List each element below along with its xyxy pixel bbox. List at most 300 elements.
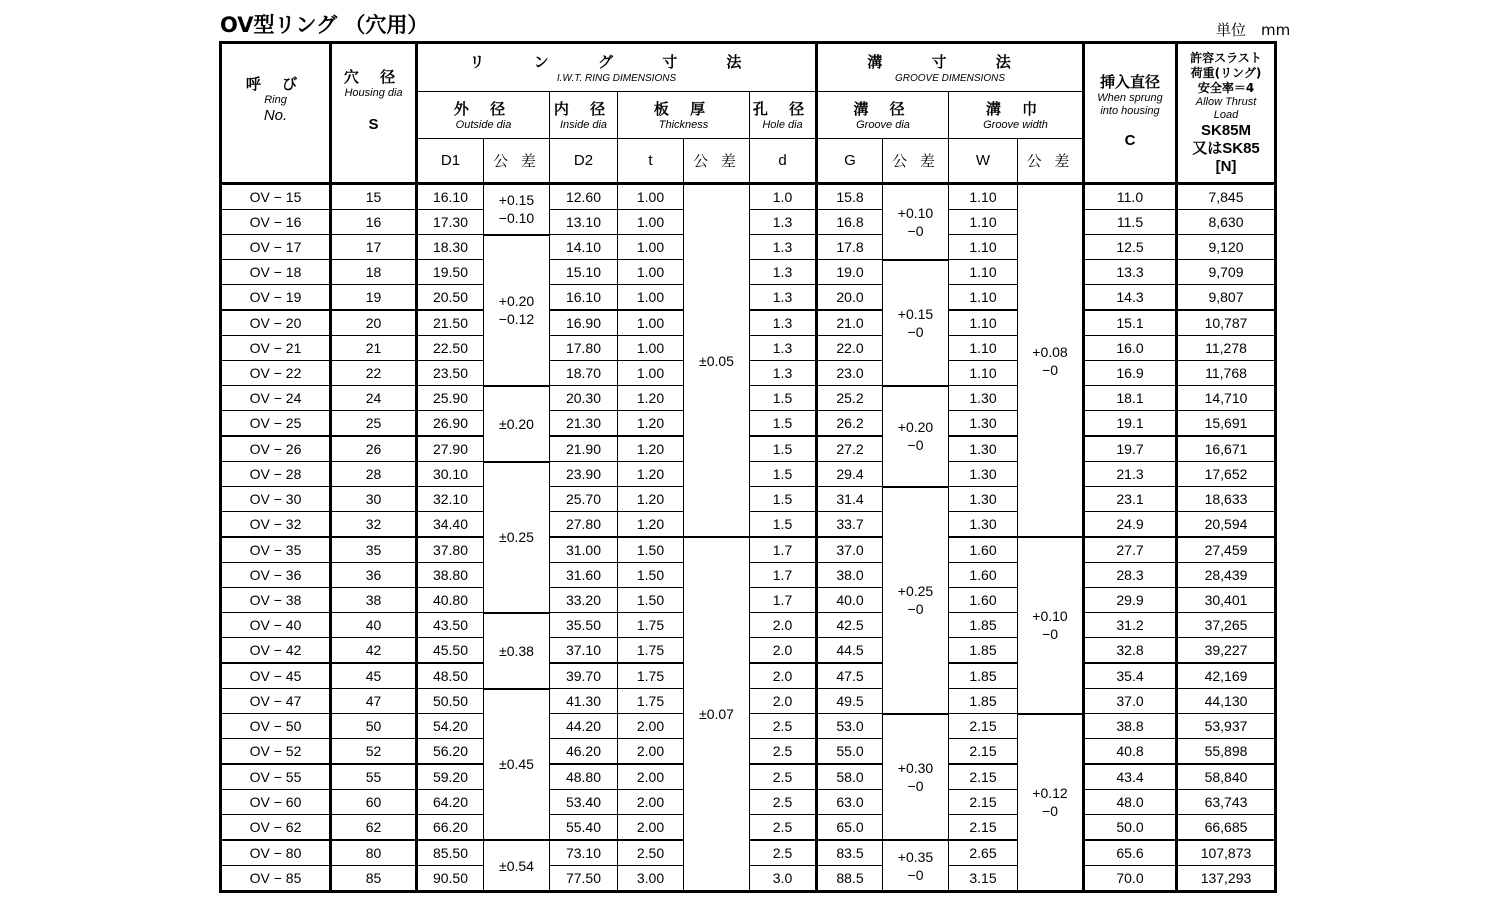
d2-cell: 16.10 [550, 285, 618, 311]
w-cell: 1.10 [949, 210, 1018, 235]
w-cell: 1.10 [949, 235, 1018, 260]
thrust-load-cell: 37,265 [1177, 613, 1276, 638]
hole-dia-cell: 1.5 [750, 487, 817, 512]
housing-en: Housing dia [344, 87, 403, 99]
thrust-en2: Load [1213, 108, 1239, 121]
header-groove-width [949, 92, 1084, 139]
g-cell: 49.5 [817, 689, 883, 714]
thrust-load-cell: 11,768 [1177, 361, 1276, 386]
thrust-jp2: 荷重(リング) [1190, 65, 1262, 80]
hole-dia-cell: 2.5 [750, 840, 817, 866]
hole-dia-cell: 1.3 [750, 210, 817, 235]
tolerance-upper: +0.20 [897, 419, 934, 435]
d1-cell: 20.50 [417, 285, 484, 311]
ring-no-en2: No. [263, 106, 288, 124]
tolerance-g [883, 386, 949, 487]
tolerance-g [883, 840, 949, 892]
header-w-tolerance: 公 差 [1018, 139, 1084, 184]
housing-dia-cell: 52 [331, 739, 417, 765]
hole-dia-cell: 1.5 [750, 436, 817, 462]
d1-cell: 43.50 [417, 613, 484, 638]
tolerance-t [684, 537, 750, 892]
insert-dia-cell: 18.1 [1084, 386, 1177, 411]
thickness-en: Thickness [658, 119, 709, 131]
thrust-load-cell: 55,898 [1177, 739, 1276, 765]
header-ring-no [221, 43, 331, 184]
housing-dia-cell: 19 [331, 285, 417, 311]
header-inside-dia [550, 92, 618, 139]
d1-cell: 27.90 [417, 436, 484, 462]
g-cell: 65.0 [817, 815, 883, 841]
thrust-load-cell: 107,873 [1177, 840, 1276, 866]
ring-no-cell: OV − 17 [221, 235, 331, 260]
g-cell: 55.0 [817, 739, 883, 765]
t-cell: 2.00 [618, 739, 684, 765]
t-cell: 2.00 [618, 714, 684, 739]
table-row [221, 184, 1276, 210]
d2-cell: 25.70 [550, 487, 618, 512]
housing-dia-cell: 16 [331, 210, 417, 235]
t-cell: 1.00 [618, 361, 684, 386]
tolerance-lower: −0.12 [498, 311, 535, 327]
tolerance-upper: +0.15 [498, 192, 535, 209]
t-cell: 1.75 [618, 613, 684, 638]
ring-dims-en: I.W.T. RING DIMENSIONS [556, 72, 677, 84]
w-cell: 1.10 [949, 260, 1018, 285]
tolerance-lower: −0 [907, 222, 924, 239]
w-cell: 1.85 [949, 663, 1018, 689]
t-cell: 1.00 [618, 260, 684, 285]
t-cell: 1.75 [618, 689, 684, 714]
thrust-load-cell: 18,633 [1177, 487, 1276, 512]
d2-cell: 21.90 [550, 436, 618, 462]
housing-dia-cell: 30 [331, 487, 417, 512]
tolerance-upper: ±0.38 [499, 642, 534, 659]
ring-no-cell: OV − 38 [221, 588, 331, 613]
ring-no-cell: OV − 55 [221, 764, 331, 790]
insert-dia-cell: 38.8 [1084, 714, 1177, 739]
ring-no-cell: OV − 52 [221, 739, 331, 765]
tolerance-upper: +0.25 [897, 583, 934, 599]
insert-dia-cell: 48.0 [1084, 790, 1177, 815]
w-cell: 2.15 [949, 764, 1018, 790]
ring-no-jp: 呼 び [245, 74, 306, 93]
housing-dia-cell: 25 [331, 411, 417, 437]
thrust-load-cell: 14,710 [1177, 386, 1276, 411]
d1-cell: 32.10 [417, 487, 484, 512]
ring-no-cell: OV − 50 [221, 714, 331, 739]
groove-dia-en: Groove dia [856, 119, 910, 131]
tolerance-upper: +0.35 [897, 848, 934, 865]
ring-no-cell: OV − 60 [221, 790, 331, 815]
insert-dia-cell: 19.7 [1084, 436, 1177, 462]
g-cell: 20.0 [817, 285, 883, 311]
tolerance-upper: ±0.05 [699, 352, 734, 369]
header-groove-dia [817, 92, 949, 139]
housing-dia-cell: 36 [331, 563, 417, 588]
ring-no-cell: OV − 16 [221, 210, 331, 235]
thrust-load-cell: 66,685 [1177, 815, 1276, 841]
ring-no-cell: OV − 30 [221, 487, 331, 512]
insert-dia-cell: 15.1 [1084, 310, 1177, 336]
housing-dia-cell: 60 [331, 790, 417, 815]
d2-cell: 20.30 [550, 386, 618, 411]
ring-no-cell: OV − 36 [221, 563, 331, 588]
g-cell: 33.7 [817, 512, 883, 538]
d2-cell: 23.90 [550, 462, 618, 487]
tolerance-lower: −0 [1042, 626, 1058, 643]
inside-en: Inside dia [559, 119, 608, 131]
thrust-load-cell: 30,401 [1177, 588, 1276, 613]
w-cell: 1.85 [949, 638, 1018, 664]
housing-dia-cell: 22 [331, 361, 417, 386]
ring-no-cell: OV − 18 [221, 260, 331, 285]
insert-dia-cell: 19.1 [1084, 411, 1177, 437]
header-sym-d1: D1 [417, 139, 484, 184]
page-title: OV型リング （穴用） [220, 13, 429, 37]
t-cell: 2.00 [618, 815, 684, 841]
thrust-load-cell: 28,439 [1177, 563, 1276, 588]
w-cell: 1.85 [949, 613, 1018, 638]
d1-cell: 19.50 [417, 260, 484, 285]
insert-dia-cell: 14.3 [1084, 285, 1177, 311]
tolerance-g [883, 487, 949, 714]
hole-jp: 孔 径 [752, 100, 813, 118]
d2-cell: 15.10 [550, 260, 618, 285]
g-cell: 21.0 [817, 310, 883, 336]
w-cell: 3.15 [949, 866, 1018, 892]
g-cell: 37.0 [817, 537, 883, 563]
tolerance-upper: +0.30 [897, 759, 934, 776]
header-housing-dia [331, 43, 417, 184]
ring-no-cell: OV − 20 [221, 310, 331, 336]
d1-cell: 22.50 [417, 336, 484, 361]
tolerance-w [1018, 537, 1084, 714]
housing-sym: S [368, 116, 379, 133]
outside-jp: 外 径 [453, 100, 514, 118]
thrust-load-cell: 44,130 [1177, 689, 1276, 714]
tolerance-lower: −0 [1042, 803, 1058, 820]
insert-dia-cell: 43.4 [1084, 764, 1177, 790]
w-cell: 1.30 [949, 411, 1018, 437]
housing-dia-cell: 50 [331, 714, 417, 739]
d1-cell: 38.80 [417, 563, 484, 588]
g-cell: 29.4 [817, 462, 883, 487]
ring-no-cell: OV − 35 [221, 537, 331, 563]
tolerance-upper: ±0.07 [699, 706, 734, 722]
header-sym-t: t [618, 139, 684, 184]
hole-dia-cell: 3.0 [750, 866, 817, 892]
d2-cell: 27.80 [550, 512, 618, 538]
housing-dia-cell: 32 [331, 512, 417, 538]
tolerance-d1 [484, 613, 550, 689]
t-cell: 1.00 [618, 285, 684, 311]
tolerance-lower: −0 [1042, 361, 1058, 378]
d1-cell: 48.50 [417, 663, 484, 689]
ring-no-cell: OV − 22 [221, 361, 331, 386]
insert-dia-cell: 65.6 [1084, 840, 1177, 866]
thrust-load-cell: 7,845 [1177, 184, 1276, 210]
insert-dia-cell: 12.5 [1084, 235, 1177, 260]
d2-cell: 21.30 [550, 411, 618, 437]
d1-cell: 26.90 [417, 411, 484, 437]
d1-cell: 64.20 [417, 790, 484, 815]
hole-dia-cell: 2.5 [750, 764, 817, 790]
g-cell: 88.5 [817, 866, 883, 892]
header-d1-tolerance: 公 差 [484, 139, 550, 184]
tolerance-lower: −0 [907, 777, 924, 794]
t-cell: 2.00 [618, 790, 684, 815]
housing-dia-cell: 85 [331, 866, 417, 892]
hole-dia-cell: 2.5 [750, 739, 817, 765]
thrust-sym1: SK85M [1200, 121, 1252, 139]
housing-dia-cell: 24 [331, 386, 417, 411]
thickness-jp: 板 厚 [653, 100, 714, 118]
insert-dia-cell: 35.4 [1084, 663, 1177, 689]
ring-no-cell: OV − 26 [221, 436, 331, 462]
thrust-load-cell: 8,630 [1177, 210, 1276, 235]
w-cell: 1.10 [949, 361, 1018, 386]
thrust-load-cell: 17,652 [1177, 462, 1276, 487]
d1-cell: 37.80 [417, 537, 484, 563]
w-cell: 1.10 [949, 336, 1018, 361]
d1-cell: 66.20 [417, 815, 484, 841]
ring-no-cell: OV − 40 [221, 613, 331, 638]
g-cell: 40.0 [817, 588, 883, 613]
d1-cell: 23.50 [417, 361, 484, 386]
d2-cell: 46.20 [550, 739, 618, 765]
t-cell: 1.20 [618, 487, 684, 512]
groove-width-jp: 溝 巾 [985, 100, 1046, 118]
housing-dia-cell: 38 [331, 588, 417, 613]
w-cell: 1.30 [949, 386, 1018, 411]
thrust-sym3: [N] [1215, 157, 1237, 175]
g-cell: 15.8 [817, 184, 883, 210]
thrust-load-cell: 10,787 [1177, 310, 1276, 336]
thrust-load-cell: 11,278 [1177, 336, 1276, 361]
d1-cell: 56.20 [417, 739, 484, 765]
tolerance-lower: −0 [907, 866, 924, 883]
ring-no-cell: OV − 25 [221, 411, 331, 437]
tolerance-upper: ±0.20 [499, 415, 534, 432]
insert-jp: 挿入直径 [1099, 72, 1160, 91]
w-cell: 1.30 [949, 487, 1018, 512]
housing-dia-cell: 21 [331, 336, 417, 361]
t-cell: 1.00 [618, 184, 684, 210]
d2-cell: 55.40 [550, 815, 618, 841]
header-groove-dimensions [817, 43, 1084, 92]
hole-dia-cell: 1.5 [750, 462, 817, 487]
hole-dia-cell: 1.7 [750, 537, 817, 563]
hole-dia-cell: 1.3 [750, 361, 817, 386]
d2-cell: 39.70 [550, 663, 618, 689]
w-cell: 1.85 [949, 689, 1018, 714]
thrust-load-cell: 9,709 [1177, 260, 1276, 285]
d1-cell: 21.50 [417, 310, 484, 336]
thrust-load-cell: 9,120 [1177, 235, 1276, 260]
t-cell: 1.75 [618, 638, 684, 664]
thrust-load-cell: 39,227 [1177, 638, 1276, 664]
ring-no-cell: OV − 85 [221, 866, 331, 892]
tolerance-g [883, 260, 949, 386]
tolerance-d1 [484, 235, 550, 386]
ring-no-cell: OV − 62 [221, 815, 331, 841]
header-sym-d: d [750, 139, 817, 184]
housing-dia-cell: 42 [331, 638, 417, 664]
outside-en: Outside dia [455, 119, 512, 131]
header-outside-dia [417, 92, 550, 139]
tolerance-upper: ±0.25 [499, 529, 534, 545]
d1-cell: 45.50 [417, 638, 484, 664]
t-cell: 1.50 [618, 537, 684, 563]
t-cell: 1.20 [618, 512, 684, 538]
tolerance-lower: −0 [907, 323, 924, 340]
tolerance-lower: −0.10 [498, 210, 535, 227]
header-insert-dia [1084, 43, 1177, 184]
insert-sym: C [1124, 131, 1136, 149]
ring-no-cell: OV − 47 [221, 689, 331, 714]
housing-dia-cell: 26 [331, 436, 417, 462]
insert-dia-cell: 16.9 [1084, 361, 1177, 386]
hole-dia-cell: 1.5 [750, 411, 817, 437]
tolerance-g [883, 714, 949, 841]
insert-dia-cell: 21.3 [1084, 462, 1177, 487]
g-cell: 25.2 [817, 386, 883, 411]
w-cell: 2.65 [949, 840, 1018, 866]
housing-dia-cell: 35 [331, 537, 417, 563]
thrust-load-cell: 63,743 [1177, 790, 1276, 815]
d1-cell: 85.50 [417, 840, 484, 866]
header-sym-g: G [817, 139, 883, 184]
w-cell: 1.10 [949, 184, 1018, 210]
insert-dia-cell: 11.0 [1084, 184, 1177, 210]
header-ring-dimensions [417, 43, 817, 92]
housing-dia-cell: 20 [331, 310, 417, 336]
g-cell: 42.5 [817, 613, 883, 638]
g-cell: 47.5 [817, 663, 883, 689]
tolerance-lower: −0 [907, 437, 924, 453]
tolerance-upper: ±0.54 [499, 857, 534, 874]
thrust-load-cell: 53,937 [1177, 714, 1276, 739]
thrust-load-cell: 9,807 [1177, 285, 1276, 311]
insert-dia-cell: 31.2 [1084, 613, 1177, 638]
t-cell: 3.00 [618, 866, 684, 892]
w-cell: 1.30 [949, 462, 1018, 487]
d2-cell: 37.10 [550, 638, 618, 664]
hole-dia-cell: 1.7 [750, 588, 817, 613]
t-cell: 1.75 [618, 663, 684, 689]
tolerance-d1 [484, 840, 550, 892]
insert-dia-cell: 50.0 [1084, 815, 1177, 841]
g-cell: 44.5 [817, 638, 883, 664]
groove-dia-jp: 溝 径 [853, 100, 913, 118]
d2-cell: 14.10 [550, 235, 618, 260]
insert-dia-cell: 37.0 [1084, 689, 1177, 714]
thrust-en1: Allow Thrust [1195, 95, 1257, 108]
w-cell: 1.60 [949, 537, 1018, 563]
t-cell: 1.20 [618, 411, 684, 437]
hole-dia-cell: 1.0 [750, 184, 817, 210]
hole-dia-cell: 1.5 [750, 512, 817, 538]
housing-dia-cell: 15 [331, 184, 417, 210]
g-cell: 31.4 [817, 487, 883, 512]
insert-dia-cell: 11.5 [1084, 210, 1177, 235]
header-t-tolerance: 公 差 [684, 139, 750, 184]
insert-dia-cell: 24.9 [1084, 512, 1177, 538]
d2-cell: 77.50 [550, 866, 618, 892]
table-body [221, 184, 1276, 892]
hole-dia-cell: 1.3 [750, 285, 817, 311]
g-cell: 19.0 [817, 260, 883, 285]
tolerance-g [883, 184, 949, 260]
ring-no-cell: OV − 45 [221, 663, 331, 689]
hole-dia-cell: 2.0 [750, 613, 817, 638]
d2-cell: 18.70 [550, 361, 618, 386]
insert-dia-cell: 13.3 [1084, 260, 1177, 285]
header-hole-dia [750, 92, 817, 139]
g-cell: 53.0 [817, 714, 883, 739]
tolerance-lower: −0 [907, 601, 924, 617]
header-g-tolerance: 公 差 [883, 139, 949, 184]
insert-en1: When sprung [1097, 91, 1163, 104]
ring-no-cell: OV − 24 [221, 386, 331, 411]
hole-dia-cell: 1.5 [750, 386, 817, 411]
d2-cell: 53.40 [550, 790, 618, 815]
d1-cell: 16.10 [417, 184, 484, 210]
insert-dia-cell: 70.0 [1084, 866, 1177, 892]
w-cell: 2.15 [949, 739, 1018, 765]
w-cell: 1.60 [949, 563, 1018, 588]
d2-cell: 41.30 [550, 689, 618, 714]
d2-cell: 17.80 [550, 336, 618, 361]
d1-cell: 25.90 [417, 386, 484, 411]
housing-jp: 穴 径 [343, 68, 404, 86]
insert-en2: into housing [1100, 104, 1160, 117]
hole-dia-cell: 1.3 [750, 260, 817, 285]
tolerance-w [1018, 714, 1084, 892]
housing-dia-cell: 17 [331, 235, 417, 260]
d2-cell: 31.60 [550, 563, 618, 588]
tolerance-d1 [484, 386, 550, 462]
g-cell: 16.8 [817, 210, 883, 235]
d1-cell: 34.40 [417, 512, 484, 538]
d1-cell: 17.30 [417, 210, 484, 235]
housing-dia-cell: 18 [331, 260, 417, 285]
g-cell: 22.0 [817, 336, 883, 361]
tolerance-upper: ±0.45 [499, 756, 534, 773]
hole-dia-cell: 2.5 [750, 815, 817, 841]
d1-cell: 54.20 [417, 714, 484, 739]
housing-dia-cell: 80 [331, 840, 417, 866]
ring-no-cell: OV − 28 [221, 462, 331, 487]
thrust-load-cell: 27,459 [1177, 537, 1276, 563]
d2-cell: 44.20 [550, 714, 618, 739]
ring-no-cell: OV − 80 [221, 840, 331, 866]
w-cell: 1.10 [949, 285, 1018, 311]
thrust-jp1: 許容スラスト [1190, 50, 1262, 65]
d2-cell: 35.50 [550, 613, 618, 638]
tolerance-upper: +0.15 [897, 305, 934, 322]
housing-dia-cell: 47 [331, 689, 417, 714]
header-sym-d2: D2 [550, 139, 618, 184]
unit-label: 単位 mm [1216, 21, 1291, 39]
tolerance-upper: +0.10 [897, 204, 934, 221]
tolerance-t [684, 184, 750, 538]
w-cell: 1.30 [949, 436, 1018, 462]
tolerance-d1 [484, 184, 550, 235]
groove-width-en: Groove width [983, 119, 1048, 131]
t-cell: 1.00 [618, 210, 684, 235]
